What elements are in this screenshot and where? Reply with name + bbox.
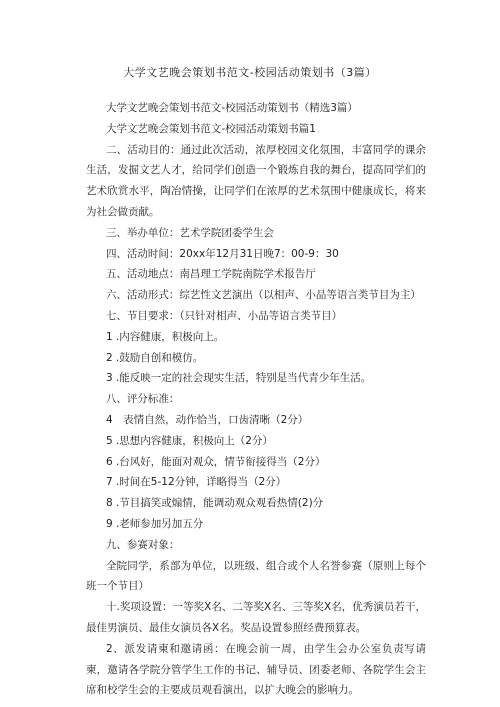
document-title: 大学文艺晚会策划书范文-校园活动策划书（3篇） [123, 66, 377, 79]
paragraph: 三、举办单位：艺术学院团委学生会 [105, 226, 274, 239]
paragraph: 五、活动地点：南昌理工学院南院学术报告厅 [105, 268, 316, 281]
document-body [86, 98, 426, 701]
list-item: 5 .思想内容健康，积极向上（2分） [105, 434, 273, 447]
paragraph: 六、活动形式：综艺性文艺演出（以相声、小品等语言类节目为主） [105, 289, 421, 302]
paragraph: 2、派发请柬和邀请函：在晚会前一周，由学生会办公室负责写请柬，邀请各学院分管学生工作的书记、辅导员、团委老师、各院学生会主席和校学生会的主要成员观看演出，以扩大晚会的影响力。 [86, 642, 426, 697]
list-item: 3 .能反映一定的社会现实生活，特别是当代青少年生活。 [105, 372, 372, 385]
paragraph: 八、评分标准： [105, 393, 180, 406]
list-item: 8 .节目搞笑或煽情，能调动观众观看热情(2)分 [105, 497, 324, 510]
paragraph: 二、活动目的：通过此次活动，浓厚校园文化氛围，丰富同学的课余生活，发掘文艺人才，给同学们创造一个锻炼自我的舞台，提高同学们的艺术欣赏水平，陶冶情操，让同学们在浓厚的艺术氛围中健康成长，将来为社会做贡献。 [86, 143, 426, 218]
list-item: 7 .时间在5-12分钟，详略得当（2分） [105, 476, 287, 489]
paragraph: 大学文艺晚会策划书范文-校园活动策划书（精选3篇） [105, 102, 358, 114]
list-item: 4 表情自然，动作恰当，口齿清晰（2分） [105, 413, 309, 426]
list-item: 1 .内容健康，积极向上。 [105, 330, 225, 343]
paragraph: 十.奖项设置：一等奖X名、二等奖X名、三等奖X名，优秀演员若干，最佳男演员、最佳女演员各X名。奖品设置参照经费预算表。 [86, 601, 426, 634]
list-item: 9 .老师参加另加五分 [105, 517, 204, 530]
paragraph: 大学文艺晚会策划书范文-校园活动策划书篇1 [105, 122, 316, 135]
list-item: 6 .台风好，能面对观众，情节衔接得当（2分） [105, 455, 326, 468]
paragraph: 全院同学，系部为单位，以班级、组合或个人名誉参赛（原则上每个班一个节目） [86, 559, 426, 593]
list-item: 2 .鼓励自创和模仿。 [105, 351, 204, 364]
paragraph: 四、活动时间：20xx年12月31日晚7：00-9：30 [105, 247, 339, 260]
paragraph: 九、参赛对象： [105, 538, 180, 551]
paragraph: 七、节目要求：（只针对相声、小品等语言类节目） [105, 309, 343, 322]
